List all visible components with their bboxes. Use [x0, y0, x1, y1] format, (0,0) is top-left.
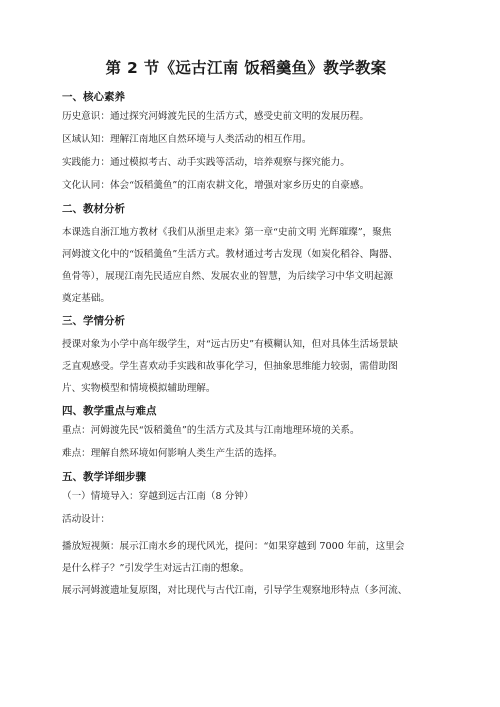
- section-key-points: [62, 404, 430, 461]
- section-heading: 三、学情分析: [62, 315, 125, 327]
- paragraph-line: 奠定基础。: [62, 293, 110, 304]
- paragraph-line: 难点：理解自然环境如何影响人类生产生活的选择。: [62, 448, 283, 459]
- paragraph: [62, 222, 430, 310]
- paragraph-line: 展示河姆渡遗址复原图，对比现代与古代江南，引导学生观察地形特点（多河流、: [62, 585, 408, 596]
- section-heading: 一、核心素养: [62, 91, 125, 103]
- paragraph-line: 授课对象为小学中高年级学生，对“远古历史”有模糊认知，但对具体生活场景缺: [62, 339, 398, 350]
- section-heading: 二、教材分析: [62, 203, 125, 215]
- paragraph-line: 重点：河姆渡先民“饭稻羹鱼”的生活方式及其与江南地理环境的关系。: [62, 425, 360, 436]
- paragraph-line: 是什么样子？”引发学生对远古江南的想象。: [62, 563, 250, 574]
- paragraph-line: 片、实物模型和情境模拟辅助理解。: [62, 383, 216, 394]
- paragraph: [62, 334, 430, 400]
- section-teaching-steps: [62, 470, 430, 598]
- paragraph-line: 播放短视频：展示江南水乡的现代风光，提问：“如果穿越到 7000 年前，这里会: [62, 541, 405, 552]
- document-title: 第 2 节《远古江南 饭稻羹鱼》教学教案: [105, 59, 387, 77]
- paragraph-line: 文化认同：体会“饭稻羹鱼”的江南农耕文化，增强对家乡历史的自豪感。: [62, 180, 370, 191]
- paragraph-line: 乏直观感受。学生喜欢动手实践和故事化学习，但抽象思维能力较弱，需借助图: [62, 361, 398, 372]
- paragraph-line: 本课选自浙江地方教材《我们从浙里走来》第一章“史前文明 光辉璀璨”，聚焦: [62, 227, 392, 238]
- section-core-literacy: [62, 90, 430, 193]
- section-heading: 五、教学详细步骤: [62, 471, 146, 483]
- paragraph-line: 活动设计：: [62, 514, 110, 525]
- paragraph: [62, 536, 430, 580]
- paragraph-line: 河姆渡文化中的“饭稻羹鱼”生活方式。教材通过考古发现（如炭化稻谷、陶器、: [62, 249, 398, 260]
- paragraph-line: 实践能力：通过模拟考古、动手实践等活动，培养观察与探究能力。: [62, 157, 350, 168]
- paragraph-line: 鱼骨等），展现江南先民适应自然、发展农业的智慧，为后续学习中华文明起源: [62, 271, 393, 282]
- paragraph-line: 历史意识：通过探究河姆渡先民的生活方式，感受史前文明的发展历程。: [62, 111, 369, 122]
- paragraph-line: （一）情境导入：穿越到远古江南（8 分钟）: [62, 491, 254, 502]
- paragraph-line: 区域认知：理解江南地区自然环境与人类活动的相互作用。: [62, 134, 312, 145]
- section-student-analysis: [62, 314, 430, 400]
- section-heading: 四、教学重点与难点: [62, 405, 157, 417]
- section-textbook-analysis: [62, 202, 430, 310]
